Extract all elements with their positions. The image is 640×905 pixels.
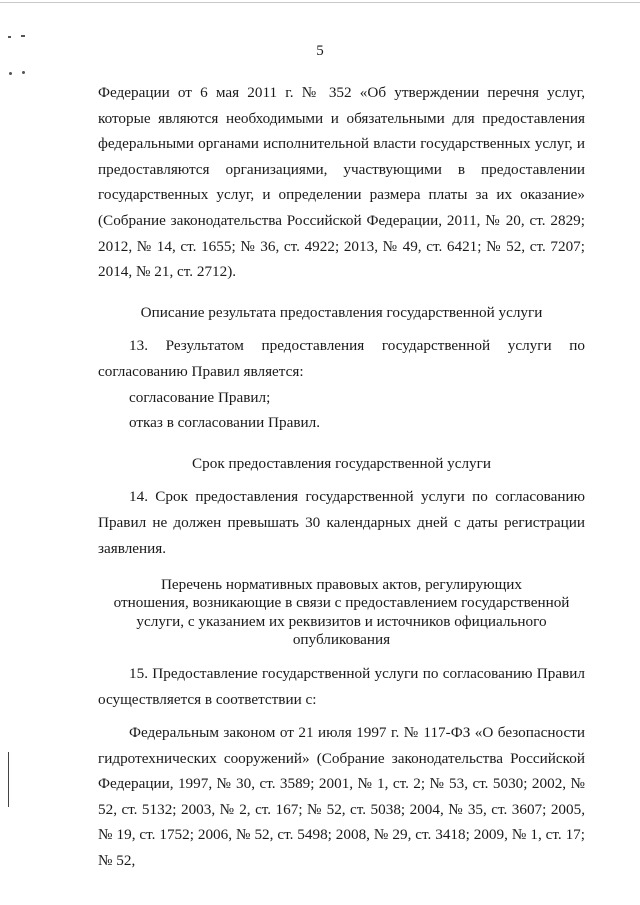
paragraph-13: 13. Результатом предоставления государственной услуги по согласованию Правил является: [98,337,585,380]
section-heading-legal-acts [98,576,585,649]
page-number: 5 [316,43,324,59]
scan-mark [22,71,25,74]
scan-mark [9,72,12,75]
scan-top-border [0,2,640,3]
paragraph-intro: Федерации от 6 мая 2011 г. № 352 «Об утверждении перечня услуг, которые являются необходимыми и обязательными для предоставления федеральными органами исполнительной власти государственных услуг, и предоставляются организациями, участвующими в предоставлении государственных услуг, и определении размера платы за их оказание» (Собрание законодательства Российской Федерации, 2011, № 20, ст. 2829; 2012, № 14, ст. 1655; № 36, ст. 4922; 2013, № 49, ст. 6421; № 52, ст. 7207; 2014, № 21, ст. 2712). [98,84,585,281]
paragraph-15: 15. Предоставление государственной услуги по согласованию Правил осуществляется в соответствии с: [98,664,585,708]
paragraph-14: 14. Срок предоставления государственной услуги по согласованию Правил не должен превышать 30 календарных дней с даты регистрации заявления. [98,488,585,557]
scan-mark [8,36,11,38]
scan-mark [21,35,25,37]
heading-line: опубликования [292,630,391,648]
document-body [98,80,585,874]
section-heading-term: Срок предоставления государственной услуги [192,454,491,472]
heading-line: услуги, с указанием их реквизитов и источников официального [136,612,547,630]
section-heading-result: Описание результата предоставления государственной услуги [140,303,543,321]
heading-line: отношения, возникающие в связи с предоставлением государственной [113,594,570,612]
paragraph-15-law: Федеральным законом от 21 июля 1997 г. № 117-ФЗ «О безопасности гидротехнических сооружений» (Собрание законодательства Российской Федерации, 1997, № 30, ст. 3589; 2001, № 1, ст. 2; № 53, ст. 5030; 2002, № 52, ст. 5132; 2003, № 2, ст. 167; № 52, ст. 5038; 2004, № 35, ст. 3607; 2005, № 19, ст. 1752; 2006, № 52, ст. 5498; 2008, № 29, ст. 3418; 2009, № 1, ст. 17; № 52, [98,724,585,870]
list-item-approval: согласование Правил; [129,388,271,406]
heading-line: Перечень нормативных правовых актов, регулирующих [160,576,523,594]
scan-edge-line [8,752,9,807]
list-item-refusal: отказ в согласовании Правил. [129,414,320,432]
